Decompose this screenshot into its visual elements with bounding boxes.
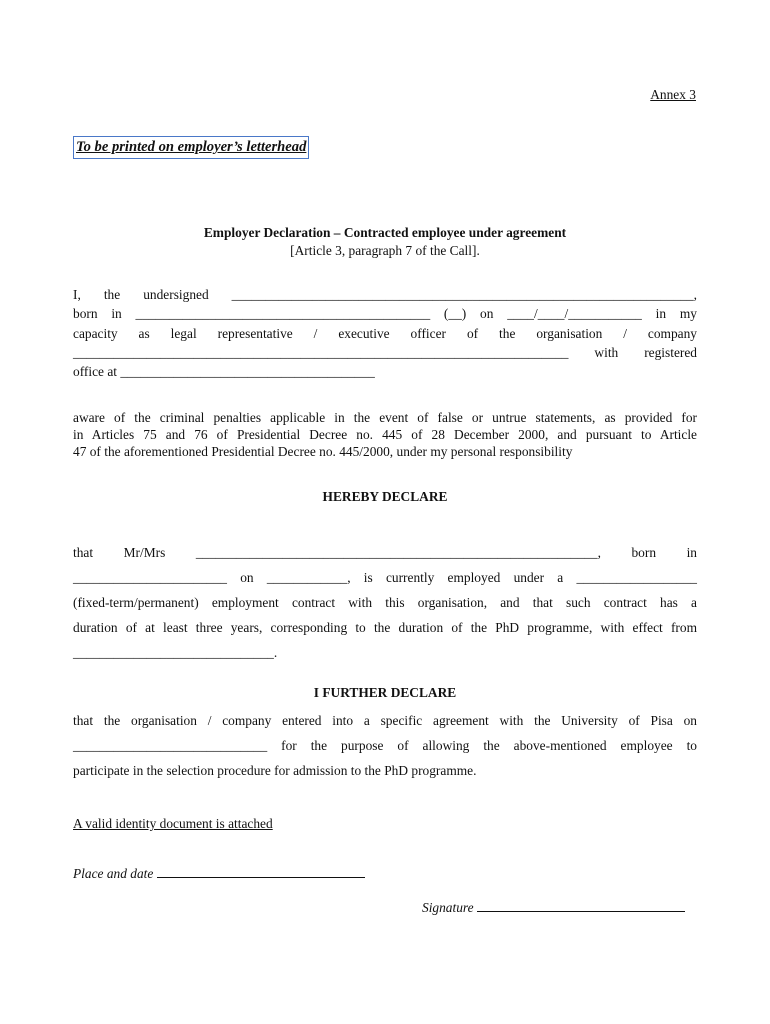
declare-line: duration of at least three years, corresponding to the duration of the PhD programme, with effect from — [73, 620, 697, 635]
declare-line: that Mr/Mrs ____________________________________________________________, born in — [73, 545, 697, 560]
signature-row — [422, 899, 685, 917]
intro-line: office at ______________________________________ — [73, 364, 375, 380]
signature-label: Signature — [422, 900, 474, 915]
letterhead-note: To be printed on employer’s letterhead — [73, 136, 309, 159]
annex-label: Annex 3 — [650, 87, 696, 102]
intro-line: capacity as legal representative / executive officer of the organisation / company — [73, 325, 697, 341]
intro-paragraph — [73, 285, 697, 381]
aware-line: aware of the criminal penalties applicable in the event of false or untrue statements, as provided for — [73, 410, 697, 425]
place-date-row — [73, 865, 365, 883]
place-date-line[interactable] — [157, 876, 365, 878]
further-declare-heading: I FURTHER DECLARE — [313, 685, 457, 700]
declare-paragraph — [73, 543, 697, 668]
hereby-declare-heading: HEREBY DECLARE — [322, 489, 448, 504]
intro-line: __________________________________________________________________________ with registered — [73, 344, 697, 360]
declare-line: _______________________ on ____________, is currently employed under a __________________ — [73, 570, 697, 585]
intro-line: born in ____________________________________________ (__) on ____/____/___________ in my — [73, 306, 697, 322]
further-line: that the organisation / company entered into a specific agreement with the University of Pisa on — [73, 713, 697, 728]
further-paragraph — [73, 711, 697, 786]
aware-line: 47 of the aforementioned Presidential Decree no. 445/2000, under my personal responsibility — [73, 444, 573, 459]
further-line: participate in the selection procedure for admission to the PhD programme. — [73, 763, 477, 778]
attachment-note: A valid identity document is attached — [73, 816, 273, 831]
place-date-label: Place and date — [73, 866, 154, 881]
declare-line: ______________________________. — [73, 645, 278, 660]
aware-line: in Articles 75 and 76 of Presidential Decree no. 445 of 28 December 2000, and pursuant to Article — [73, 427, 697, 442]
aware-paragraph — [73, 409, 697, 460]
signature-line[interactable] — [477, 910, 685, 912]
intro-line: I, the undersigned _____________________________________________________________________, — [73, 287, 697, 302]
document-subtitle: [Article 3, paragraph 7 of the Call]. — [290, 243, 480, 258]
further-line: _____________________________ for the purpose of allowing the above-mentioned employee to — [73, 738, 697, 753]
declare-line: (fixed-term/permanent) employment contract with this organisation, and that such contract has a — [73, 595, 697, 610]
document-title: Employer Declaration – Contracted employee under agreement — [203, 225, 567, 240]
